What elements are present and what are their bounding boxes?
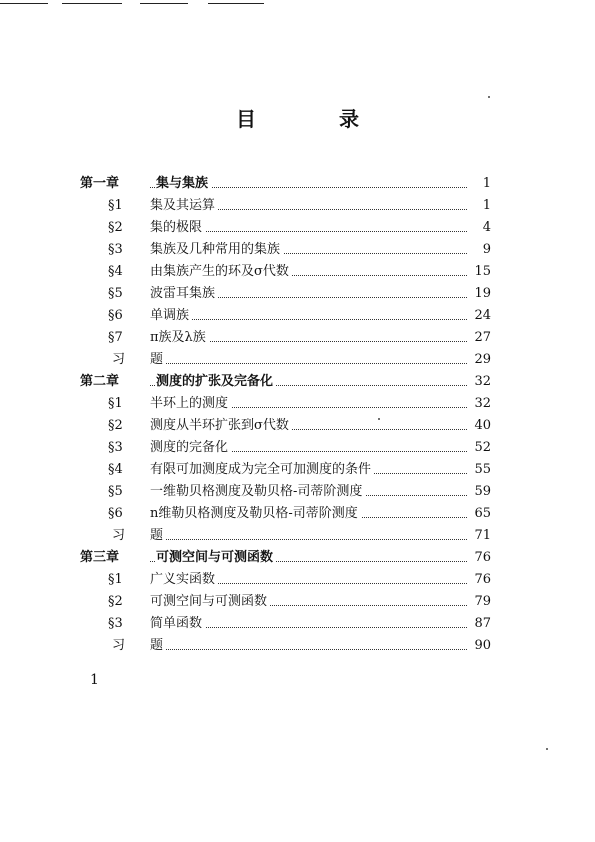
toc-section-row[interactable] (0, 481, 595, 503)
page-number: 55 (467, 459, 491, 481)
section-title: 集族及几种常用的集族 (150, 239, 283, 261)
exercise-label: 习 (112, 528, 126, 543)
exercise-title: 题 (150, 635, 166, 657)
section-title: 集的极限 (150, 217, 205, 239)
scan-line (62, 3, 122, 4)
toc-section-row[interactable] (0, 327, 595, 349)
toc-section-row[interactable] (0, 217, 595, 239)
page-number: 32 (467, 393, 491, 415)
section-title: 简单函数 (150, 613, 205, 635)
page-number: 27 (467, 327, 491, 349)
scan-line (208, 3, 264, 4)
section-number: §6 (108, 506, 123, 521)
scan-line (140, 3, 188, 4)
page-number: 76 (467, 569, 491, 591)
footer-page-number: 1 (90, 672, 99, 688)
chapter-title: 可测空间与可测函数 (156, 547, 276, 569)
section-title: 测度的完备化 (150, 437, 231, 459)
chapter-title: 测度的扩张及完备化 (156, 371, 276, 393)
section-number: §3 (108, 616, 123, 631)
toc-section-row[interactable] (0, 239, 595, 261)
section-number: §3 (108, 440, 123, 455)
page-number: 24 (467, 305, 491, 327)
section-title: π族及λ族 (150, 327, 209, 349)
page-number: 1 (467, 195, 491, 217)
chapter-label: 第三章 (80, 550, 120, 565)
scan-speck (546, 748, 548, 750)
section-title: 单调族 (150, 305, 192, 327)
toc-exercise-row[interactable] (0, 635, 595, 657)
page-number: 87 (467, 613, 491, 635)
toc-exercise-row[interactable] (0, 349, 595, 371)
section-number: §2 (108, 418, 123, 433)
page-number: 52 (467, 437, 491, 459)
section-number: §2 (108, 594, 123, 609)
exercise-label: 习 (112, 352, 126, 367)
section-title: n维勒贝格测度及勒贝格-司蒂阶测度 (150, 503, 361, 525)
page-number: 32 (467, 371, 491, 393)
toc-section-row[interactable] (0, 569, 595, 591)
exercise-label: 习 (112, 638, 126, 653)
section-title: 波雷耳集族 (150, 283, 218, 305)
page-title: 目 录 (236, 107, 397, 131)
section-number: §1 (108, 198, 123, 213)
scan-speck (488, 96, 490, 98)
page-number: 9 (467, 239, 491, 261)
toc-section-row[interactable] (0, 503, 595, 525)
page-number: 79 (467, 591, 491, 613)
scan-speck (378, 418, 380, 420)
page-number: 4 (467, 217, 491, 239)
toc-section-row[interactable] (0, 393, 595, 415)
exercise-title: 题 (150, 349, 166, 371)
section-number: §5 (108, 286, 123, 301)
section-title: 集及其运算 (150, 195, 218, 217)
chapter-label: 第一章 (80, 176, 120, 191)
page-number: 19 (467, 283, 491, 305)
section-number: §1 (108, 572, 123, 587)
scan-line (0, 3, 48, 4)
dot-leader (160, 363, 483, 364)
section-title: 由集族产生的环及σ代数 (150, 261, 292, 283)
section-number: §2 (108, 220, 123, 235)
page-number: 76 (467, 547, 491, 569)
toc-section-row[interactable] (0, 195, 595, 217)
section-number: §1 (108, 396, 123, 411)
section-number: §7 (108, 330, 123, 345)
toc-section-row[interactable] (0, 437, 595, 459)
page-number: 1 (467, 173, 491, 195)
page-number: 90 (467, 635, 491, 657)
section-number: §5 (108, 484, 123, 499)
toc-chapter-row[interactable] (0, 547, 595, 569)
toc-section-row[interactable] (0, 283, 595, 305)
toc-section-row[interactable] (0, 261, 595, 283)
dot-leader (160, 539, 483, 540)
dot-leader (150, 319, 483, 320)
section-title: 广义实函数 (150, 569, 218, 591)
section-number: §3 (108, 242, 123, 257)
exercise-title: 题 (150, 525, 166, 547)
toc-section-row[interactable] (0, 459, 595, 481)
section-title: 半环上的测度 (150, 393, 231, 415)
page-number: 29 (467, 349, 491, 371)
dot-leader (160, 649, 483, 650)
page-number: 40 (467, 415, 491, 437)
page-number: 15 (467, 261, 491, 283)
section-number: §6 (108, 308, 123, 323)
page-number: 65 (467, 503, 491, 525)
toc-section-row[interactable] (0, 613, 595, 635)
toc-chapter-row[interactable] (0, 173, 595, 195)
toc-section-row[interactable] (0, 305, 595, 327)
toc-chapter-row[interactable] (0, 371, 595, 393)
section-title: 有限可加测度成为完全可加测度的条件 (150, 459, 374, 481)
page-number: 59 (467, 481, 491, 503)
chapter-title: 集与集族 (156, 173, 211, 195)
section-title: 测度从半环扩张到σ代数 (150, 415, 292, 437)
section-number: §4 (108, 462, 123, 477)
section-title: 可测空间与可测函数 (150, 591, 270, 613)
toc-section-row[interactable] (0, 591, 595, 613)
page-number: 71 (467, 525, 491, 547)
section-number: §4 (108, 264, 123, 279)
chapter-label: 第二章 (80, 374, 120, 389)
toc-section-row[interactable] (0, 415, 595, 437)
toc-exercise-row[interactable] (0, 525, 595, 547)
section-title: 一维勒贝格测度及勒贝格-司蒂阶测度 (150, 481, 365, 503)
